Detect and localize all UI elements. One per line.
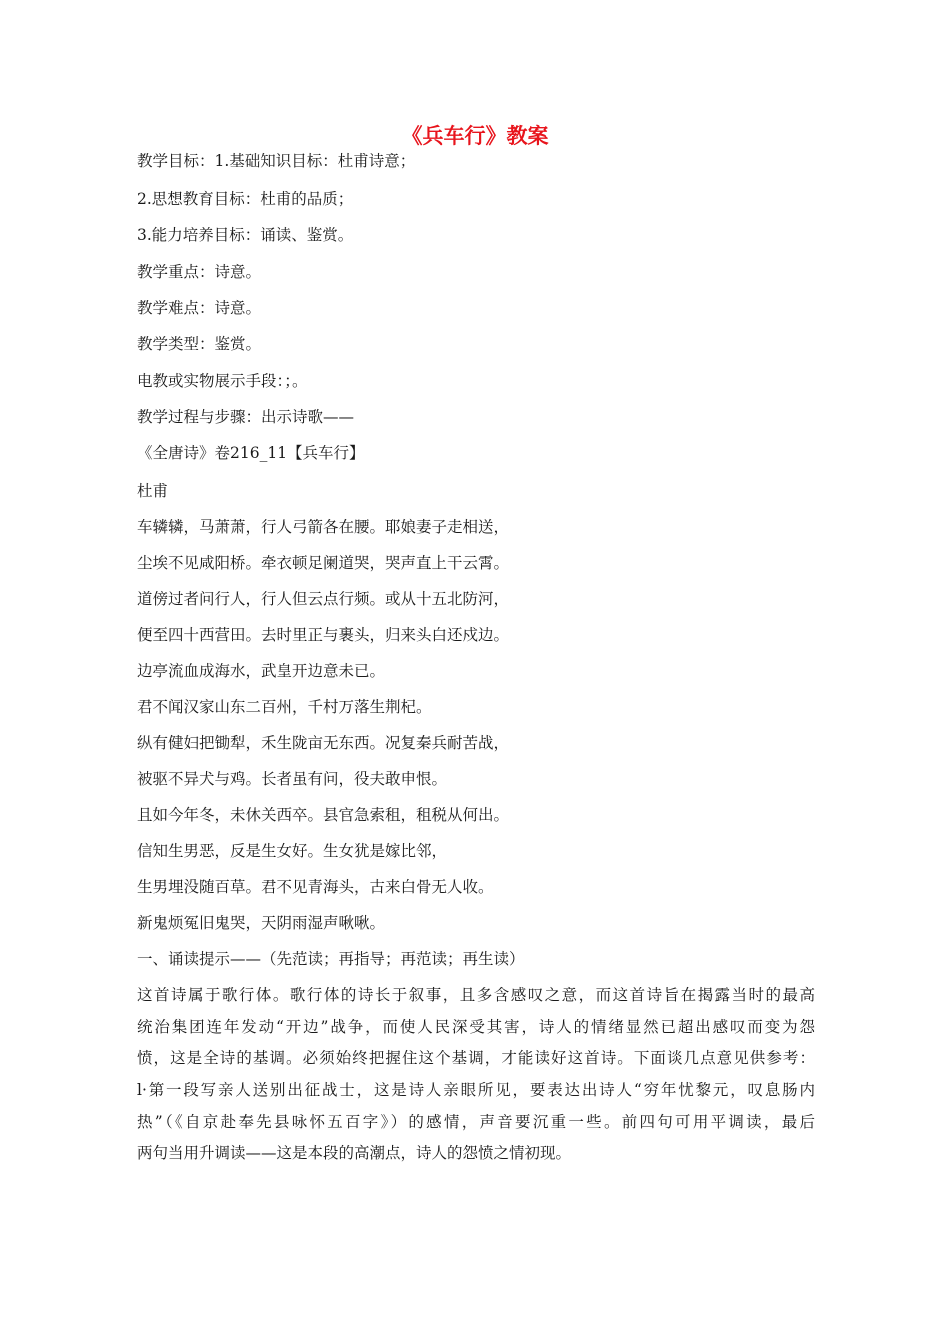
- lesson-type-line: 教学类型：鉴赏。: [137, 335, 262, 353]
- paragraph-line: 统治集团连年发动“开边”战争，而使人民深受其害，诗人的情绪显然已超出感叹而变为怨: [137, 1017, 815, 1036]
- paragraph-line: 热”（《自京赴奉先县咏怀五百字》）的感情，声音要沉重一些。前四句可用平调读，最后: [137, 1112, 815, 1131]
- paragraph-line: 这首诗属于歌行体。歌行体的诗长于叙事，且多含感叹之意，而这首诗旨在揭露当时的最高: [137, 986, 815, 1004]
- poem-line: 新鬼烦冤旧鬼哭，天阴雨湿声啾啾。: [137, 914, 386, 932]
- poem-line: 信知生男恶，反是生女好。生女犹是嫁比邻，: [137, 842, 448, 860]
- poem-author: 杜甫: [137, 482, 169, 500]
- poem-line: 尘埃不见咸阳桥。牵衣顿足阑道哭，哭声直上干云霄。: [137, 554, 510, 572]
- poem-line: 便至四十西营田。去时里正与裹头，归来头白还戍边。: [137, 626, 510, 644]
- objective-line-2: 2.思想教育目标：杜甫的品质；: [137, 190, 354, 208]
- poem-line: 被驱不异犬与鸡。长者虽有问，役夫敢申恨。: [137, 770, 448, 788]
- paragraph-line: l·第一段写亲人送别出征战士，这是诗人亲眼所见，要表达出诗人“穷年忧黎元，叹息肠内: [137, 1081, 815, 1099]
- poem-line: 纵有健妇把锄犁，禾生陇亩无东西。况复秦兵耐苦战，: [137, 734, 510, 752]
- difficulty-line: 教学难点：诗意。: [137, 299, 262, 317]
- poem-line: 车辚辚，马萧萧，行人弓箭各在腰。耶娘妻子走相送，: [137, 518, 510, 536]
- paragraph-line: 两句当用升调读——这是本段的高潮点，诗人的怨愤之情初现。: [137, 1144, 572, 1162]
- poem-line: 道傍过者问行人，行人但云点行频。或从十五北防河，: [137, 590, 510, 608]
- paragraph-intro: [137, 980, 815, 1075]
- poem-line: 且如今年冬，未休关西卒。县官急索租，租税从何出。: [137, 806, 510, 824]
- poem-source-line: 《全唐诗》卷216_11【兵车行】: [137, 444, 365, 462]
- paragraph-line: 愤，这是全诗的基调。必须始终把握住这个基调，才能读好这首诗。下面谈几点意见供参考：: [137, 1049, 815, 1067]
- poem-line: 生男埋没随百草。君不见青海头，古来白骨无人收。: [137, 878, 494, 896]
- key-point-line: 教学重点：诗意。: [137, 263, 262, 281]
- section-heading: 一、诵读提示——（先范读；再指导；再范读；再生读）: [137, 950, 525, 968]
- document-title: 《兵车行》教案: [401, 124, 549, 148]
- objective-line-3: 3.能力培养目标：诵读、鉴赏。: [137, 226, 354, 244]
- poem-line: 边亭流血成海水，武皇开边意未已。: [137, 662, 386, 680]
- paragraph-section-one: [137, 1075, 815, 1170]
- media-line: 电教或实物展示手段：；。: [137, 372, 308, 390]
- objective-line-1: 教学目标：1.基础知识目标：杜甫诗意；: [137, 152, 416, 170]
- poem-line: 君不闻汉家山东二百州，千村万落生荆杞。: [137, 698, 432, 716]
- procedure-line: 教学过程与步骤：出示诗歌——: [137, 408, 355, 426]
